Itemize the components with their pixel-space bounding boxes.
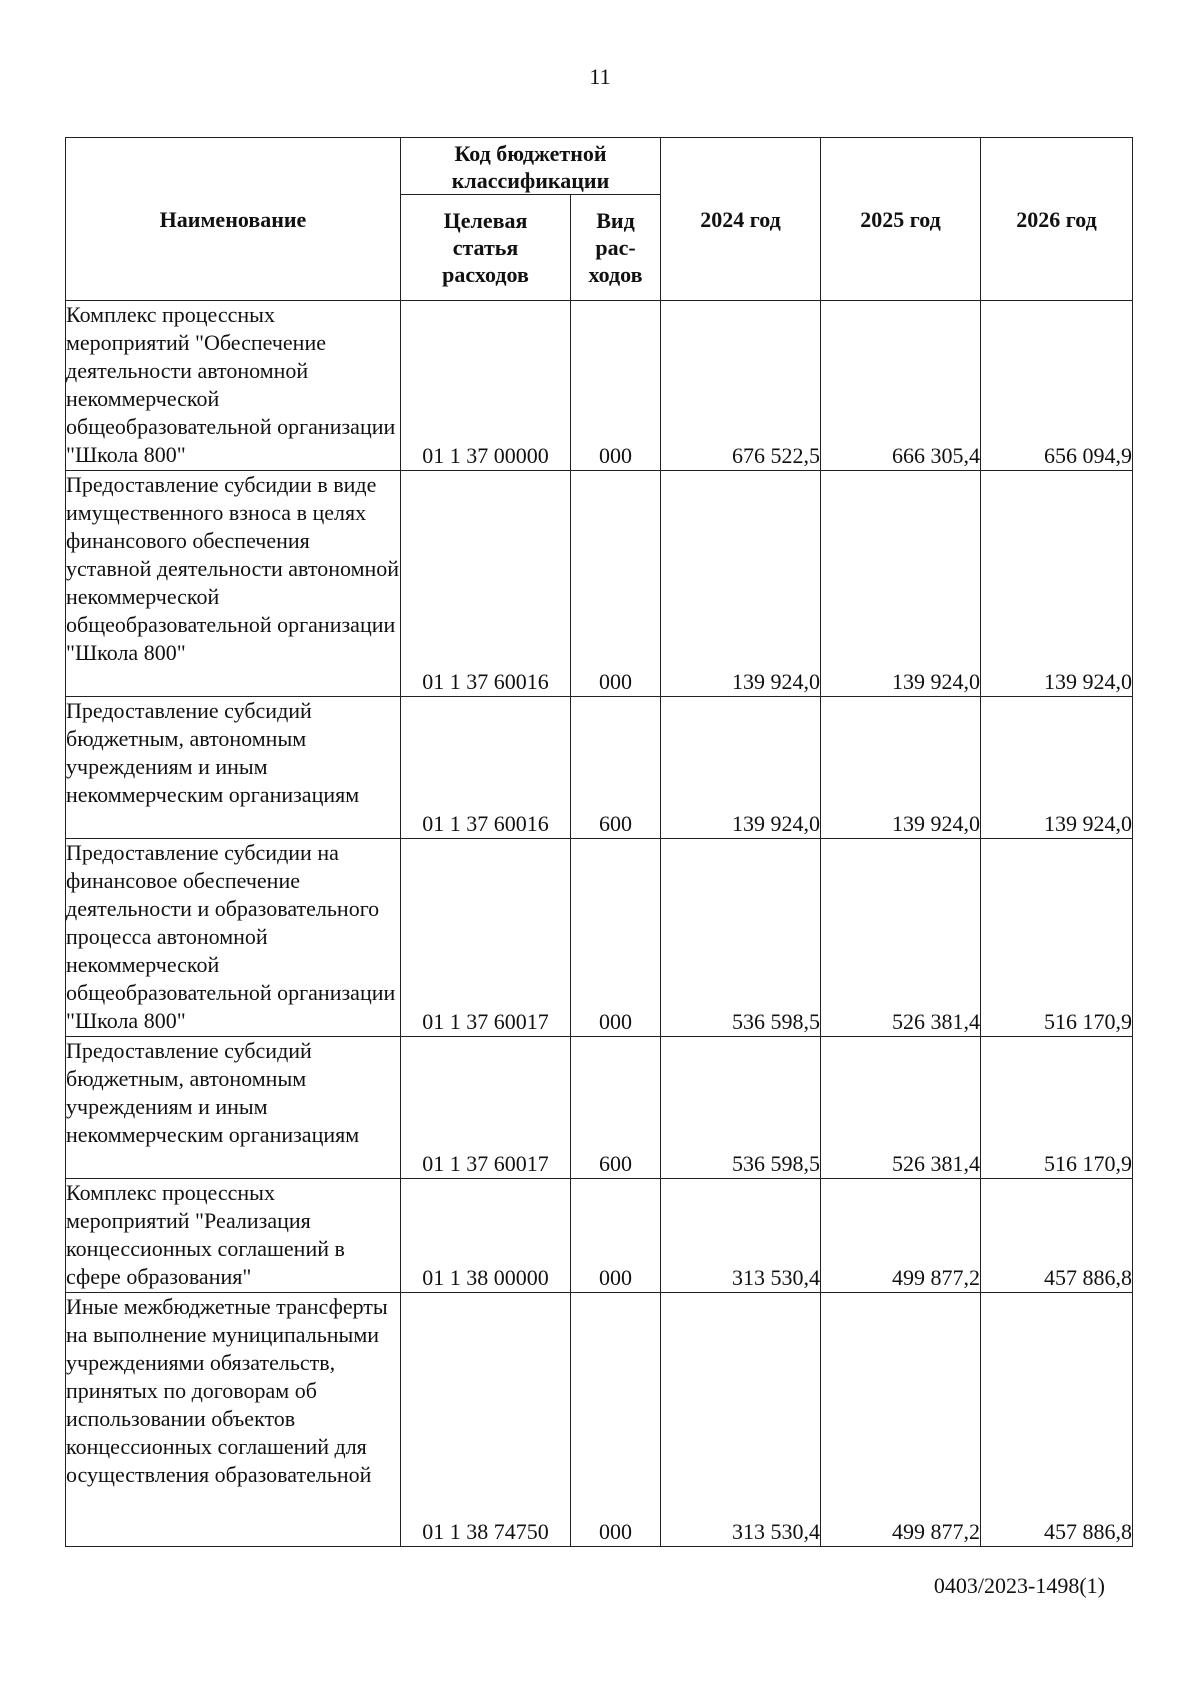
row-name: Иные межбюджетные трансферты на выполнение муниципальными учреждениями обязательств, принятых по договорам об использовании объектов концессионных соглашений для осуществления образовательной — [66, 1293, 401, 1547]
header-year-2025: 2025 год — [821, 138, 981, 301]
table-row — [66, 1179, 1133, 1293]
row-name: Комплекс процессных мероприятий "Реализация концессионных соглашений в сфере образования" — [66, 1179, 401, 1293]
document-id: 0403/2023-1498(1) — [933, 1573, 1105, 1598]
row-value-2026: 139 924,0 — [981, 697, 1133, 839]
header-year-2026: 2026 год — [981, 138, 1133, 301]
page-number: 11 — [589, 64, 611, 89]
row-expense-kind: 000 — [571, 1293, 661, 1547]
table-row — [66, 697, 1133, 839]
row-value-2024: 676 522,5 — [661, 301, 821, 471]
row-value-2024: 536 598,5 — [661, 1037, 821, 1179]
row-value-2025: 139 924,0 — [821, 697, 981, 839]
row-target-article: 01 1 37 60016 — [401, 697, 571, 839]
row-target-article: 01 1 37 60016 — [401, 471, 571, 697]
row-expense-kind: 600 — [571, 1037, 661, 1179]
table-row — [66, 471, 1133, 697]
row-value-2026: 139 924,0 — [981, 471, 1133, 697]
row-value-2026: 516 170,9 — [981, 1037, 1133, 1179]
row-target-article: 01 1 38 00000 — [401, 1179, 571, 1293]
table-row — [66, 839, 1133, 1037]
row-value-2025: 499 877,2 — [821, 1179, 981, 1293]
row-value-2024: 313 530,4 — [661, 1293, 821, 1547]
row-target-article: 01 1 37 00000 — [401, 301, 571, 471]
row-target-article: 01 1 38 74750 — [401, 1293, 571, 1547]
header-code-group: Код бюджетной классификации — [401, 138, 661, 195]
row-name: Комплекс процессных мероприятий "Обеспечение деятельности автономной некоммерческой общеобразовательной организации "Школа 800" — [66, 301, 401, 471]
row-value-2025: 139 924,0 — [821, 471, 981, 697]
budget-table — [65, 137, 1133, 1547]
row-value-2024: 536 598,5 — [661, 839, 821, 1037]
row-value-2025: 526 381,4 — [821, 1037, 981, 1179]
row-expense-kind: 000 — [571, 1179, 661, 1293]
row-value-2026: 516 170,9 — [981, 839, 1133, 1037]
row-expense-kind: 000 — [571, 301, 661, 471]
row-target-article: 01 1 37 60017 — [401, 839, 571, 1037]
table-row — [66, 1293, 1133, 1547]
row-value-2025: 499 877,2 — [821, 1293, 981, 1547]
table-header — [66, 138, 1133, 301]
row-name: Предоставление субсидий бюджетным, автономным учреждениям и иным некоммерческим организациям — [66, 1037, 401, 1179]
row-value-2024: 139 924,0 — [661, 471, 821, 697]
row-expense-kind: 000 — [571, 839, 661, 1037]
row-name: Предоставление субсидий бюджетным, автономным учреждениям и иным некоммерческим организациям — [66, 697, 401, 839]
header-target-article: Целевая статья расходов — [401, 195, 571, 301]
header-expense-kind: Вид рас-ходов — [571, 195, 661, 301]
row-value-2025: 526 381,4 — [821, 839, 981, 1037]
row-value-2025: 666 305,4 — [821, 301, 981, 471]
row-value-2024: 313 530,4 — [661, 1179, 821, 1293]
row-name: Предоставление субсидии на финансовое обеспечение деятельности и образовательного процесса автономной некоммерческой общеобразовательной организации "Школа 800" — [66, 839, 401, 1037]
row-expense-kind: 600 — [571, 697, 661, 839]
row-value-2026: 457 886,8 — [981, 1179, 1133, 1293]
header-name: Наименование — [66, 138, 401, 301]
row-name: Предоставление субсидии в виде имущественного взноса в целях финансового обеспечения уставной деятельности автономной некоммерческой общеобразовательной организации "Школа 800" — [66, 471, 401, 697]
row-target-article: 01 1 37 60017 — [401, 1037, 571, 1179]
header-year-2024: 2024 год — [661, 138, 821, 301]
table-row — [66, 301, 1133, 471]
row-value-2024: 139 924,0 — [661, 697, 821, 839]
row-value-2026: 457 886,8 — [981, 1293, 1133, 1547]
row-value-2026: 656 094,9 — [981, 301, 1133, 471]
table-row — [66, 1037, 1133, 1179]
row-expense-kind: 000 — [571, 471, 661, 697]
